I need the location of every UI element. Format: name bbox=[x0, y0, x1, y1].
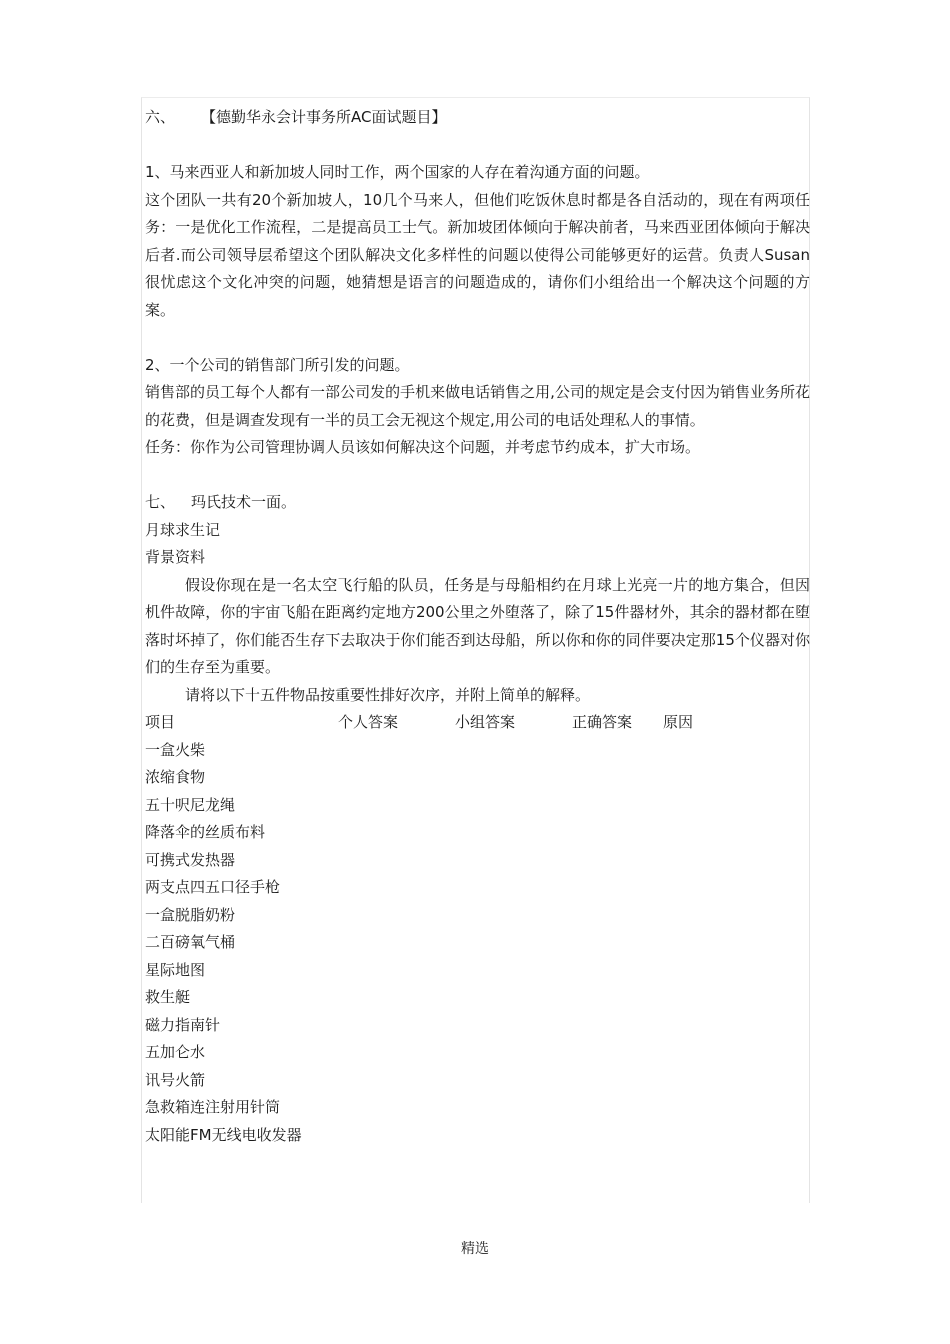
question-1-body: 这个团队一共有20个新加坡人，10几个马来人，但他们吃饭休息时都是各自活动的，现在有两项任务：一是优化工作流程，二是提高员工士气。新加坡团体倾向于解决前者，马来西亚团体倾向于解决后者.而公司领导层希望这个团队解决文化多样性的问题以使得公司能够更好的运营。负责人Susan很忧虑这个文化冲突的问题，她猜想是语言的问题造成的，请你们小组给出一个解决这个问题的方案。 bbox=[145, 190, 810, 319]
header-personal-answer: 个人答案 bbox=[338, 713, 399, 731]
background-text: 假设你现在是一名太空飞行船的队员，任务是与母船相约在月球上光亮一片的地方集合，但因机件故障，你的宇宙飞船在距离约定地方200公里之外堕落了，除了15件器材外，其余的器材都在堕落时坏掉了，你们能否生存下去取决于你们能否到达母船，所以你和你的同伴要决定那15个仪器对你们的生存至为重要。 bbox=[145, 575, 810, 676]
background-label: 背景资料 bbox=[145, 548, 206, 566]
header-reason: 原因 bbox=[663, 713, 694, 731]
section-7-title: 玛氏技术一面。 bbox=[191, 493, 297, 511]
section-6-number: 六、 bbox=[145, 108, 176, 126]
section-7-heading bbox=[145, 489, 810, 517]
list-item: 两支点四五口径手枪 bbox=[145, 878, 281, 896]
section-7-subtitle: 月球求生记 bbox=[145, 520, 221, 539]
section-6-title: 【德勤华永会计事务所AC面试题目】 bbox=[201, 108, 447, 126]
list-item: 五加仑水 bbox=[145, 1043, 206, 1061]
list-item: 五十呎尼龙绳 bbox=[145, 795, 236, 814]
header-item: 项目 bbox=[145, 713, 176, 731]
list-item: 可携式发热器 bbox=[145, 850, 236, 869]
list-item: 急救箱连注射用针筒 bbox=[145, 1098, 281, 1116]
section-7-number: 七、 bbox=[145, 493, 176, 511]
list-item: 救生艇 bbox=[145, 988, 191, 1006]
header-correct-answer: 正确答案 bbox=[572, 713, 633, 731]
question-1-heading: 1、马来西亚人和新加坡人同时工作，两个国家的人存在着沟通方面的问题。 bbox=[145, 163, 650, 181]
list-item: 二百磅氧气桶 bbox=[145, 933, 236, 951]
question-2-body: 销售部的员工每个人都有一部公司发的手机来做电话销售之用,公司的规定是会支付因为销售业务所花的花费，但是调查发现有一半的员工会无视这个规定,用公司的电话处理私人的事情。 bbox=[145, 383, 810, 429]
header-group-answer: 小组答案 bbox=[455, 713, 516, 731]
item-list bbox=[145, 737, 810, 1150]
list-item: 磁力指南针 bbox=[145, 1015, 221, 1034]
list-item: 一盒脱脂奶粉 bbox=[145, 905, 236, 924]
list-item: 太阳能FM无线电收发器 bbox=[145, 1125, 302, 1144]
question-2-task: 任务：你作为公司管理协调人员该如何解决这个问题，并考虑节约成本，扩大市场。 bbox=[145, 438, 701, 456]
list-item: 浓缩食物 bbox=[145, 768, 206, 786]
document-content bbox=[145, 104, 810, 1149]
list-item: 降落伞的丝质布料 bbox=[145, 823, 266, 841]
table-header-row bbox=[145, 709, 810, 737]
list-item: 星际地图 bbox=[145, 960, 206, 979]
list-item: 讯号火箭 bbox=[145, 1070, 206, 1089]
page-footer: 精选 bbox=[461, 1241, 489, 1257]
instruction-text: 请将以下十五件物品按重要性排好次序，并附上简单的解释。 bbox=[185, 685, 591, 704]
list-item: 一盒火柴 bbox=[145, 740, 206, 759]
section-6-heading bbox=[145, 104, 810, 132]
question-2-heading: 2、一个公司的销售部门所引发的问题。 bbox=[145, 355, 410, 374]
